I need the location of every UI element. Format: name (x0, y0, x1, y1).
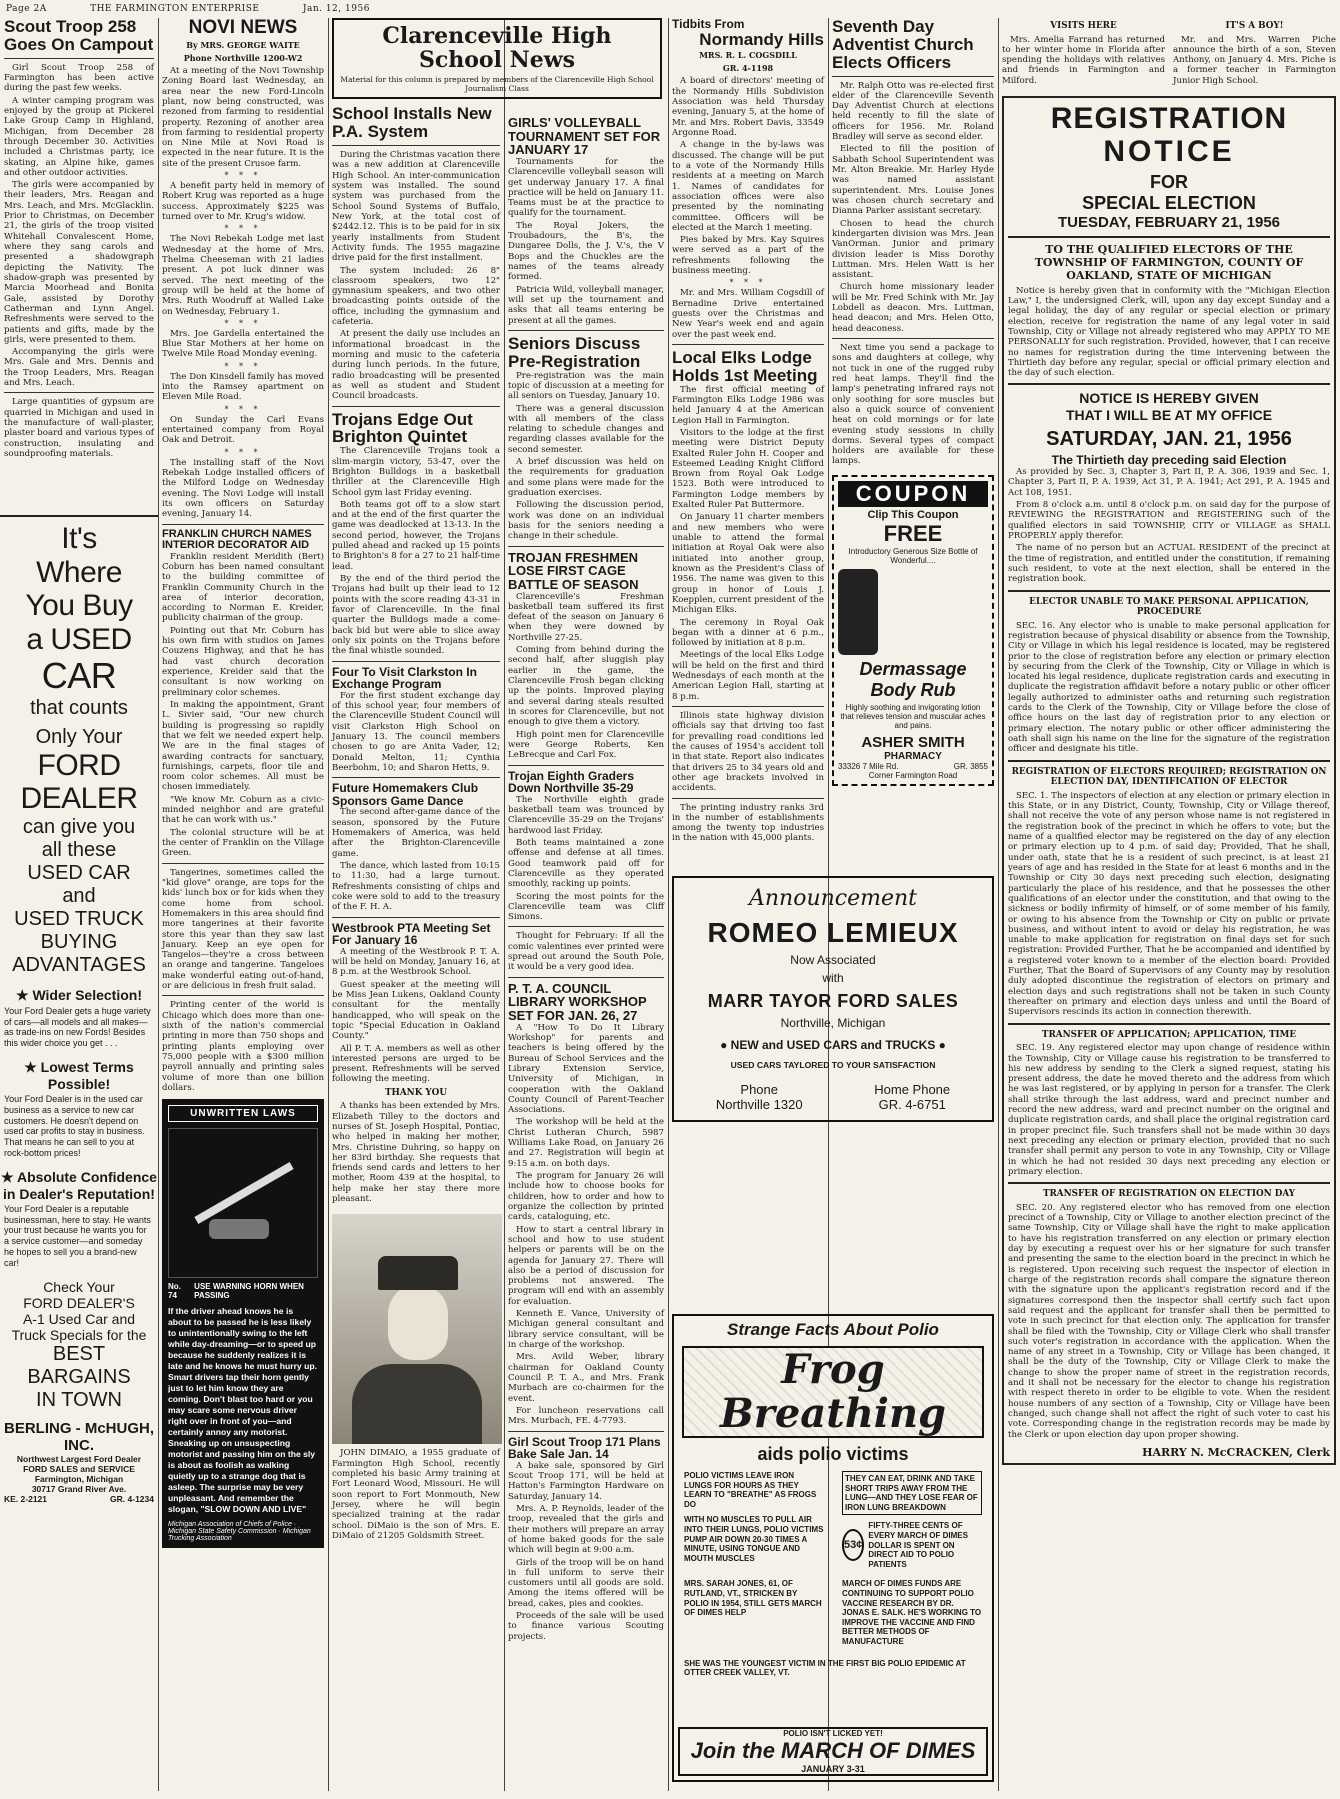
byline: By MRS. GEORGE WAITE (186, 39, 300, 50)
trojans-headline: Trojans Edge Out Brighton Quintet (332, 409, 473, 447)
legal-text: SEC. 19. Any registered elector may upon change of residence within the Township, City or Village cause his registration to be transferred to his new address by sending to the Clerk a signed request, stating his present address, the date he moved thereto and the address from which he was last registered, or by applying in person for a transfer. The Clerk shall strike through the last address, ward and precinct number and record the new address, ward and precinct number on the original and duplicate registration cards, and shall place the original registration card in proper precinct file. Such transfers shall not be made within 30 days next preceding any election or primary election, provided that no such transfer shall permit any person to vote in any Township, City or Village in which he had not resided 30 days next preceding any election or primary election. (1008, 1043, 1330, 1177)
ad-line: You Buy (25, 589, 133, 623)
clerk-signature: HARRY N. McCRACKEN, Clerk (1142, 1445, 1330, 1459)
home-phone-value: GR. 4-6751 (878, 1097, 946, 1112)
article-text: The workshop will be held at the Christ Lutheran Church, 5987 Williams Lake Road, on January 26 and 27. Registration will begin at 9:15 a.m. on both days. (508, 1117, 664, 1169)
legal-section-head: TRANSFER OF APPLICATION; APPLICATION, TIME (1041, 1029, 1297, 1040)
article-text: Girls of the troop will be on hand in full uniform to serve their customers until all goods are sold. Among the items offered will be bread, cakes, pies and cookies. (508, 1557, 664, 1609)
freshmen-headline: TROJAN FRESHMEN LOSE FIRST CAGE BATTLE OF SEASON (508, 549, 639, 592)
bottle-icon (838, 569, 878, 655)
school-news-header (332, 18, 662, 99)
article-text: A thanks has been extended by Mrs. Elizabeth Tilley to the doctors and nurses of St. Joseph Hospital, Pontiac, who helped in making her mother, Mrs. Christine Duhring, so happy on her 83rd birthday. She requests that friends send cards and letters to her mother, Room 439 at the hospital, to help make her stay there more pleasant. (332, 1101, 500, 1205)
ad-line: Where (36, 555, 122, 589)
legal-section-head: ELECTOR UNABLE TO MAKE PERSONAL APPLICATION, PROCEDURE (1029, 596, 1309, 618)
article-text: All P. T. A. members as well as other interested persons are urged to be present. Refreshments will be served following the meeting. (332, 1043, 500, 1085)
article-text: The program for January 26 will include how to choose books for children, how to order and how to organize the collection by printed cards, cataloguing, etc. (508, 1171, 664, 1223)
dealer-info: Farmington, Michigan (34, 1473, 124, 1484)
article-text: Proceeds of the sale will be used to finance various Scouting projects. (508, 1611, 664, 1642)
masthead (6, 4, 410, 14)
article-text: Mr. and Mrs. William Cogsdill of Bernadine Drive entertained guests over the Christmas and New Year's week end and again over the past week end. (672, 288, 824, 340)
announcement-kicker: Announcement (748, 886, 918, 911)
volleyball-headline: GIRLS' VOLLEYBALL TOURNAMENT SET FOR JANUARY 17 (508, 115, 661, 158)
clarkston-headline: Four To Visit Clarkston In Exchange Program (332, 664, 477, 692)
article-text: How to start a central library in school and how to use student helpers or parents will be on the agenda for January 27. There will also be a period of discussion for problems not answered. The program will end with an assembly for evaluation. (508, 1224, 664, 1307)
tidbits-kicker: Tidbits From (672, 17, 745, 31)
article-text: By the end of the third period the Trojans had built up their lead to 12 points with the score reading 43-31 in favor of Clarenceville. In the final quarter the Bulldogs made a come-back bid but were able to slice away only six points on the Trojans before the final whistle sounded. (332, 574, 500, 657)
soldier-photo (332, 1214, 502, 1444)
polio-badge: POLIO ISN'T LICKED YET! (783, 1729, 883, 1738)
byline-phone: Phone Northville 1200-W2 (183, 52, 303, 63)
laws-number: No. 74 (168, 1282, 181, 1301)
registration-notice (1002, 96, 1336, 1465)
dealer-phone: KE. 2-2121 (4, 1493, 47, 1504)
store-name: ASHER SMITH (861, 733, 965, 751)
thank-you-head: THANK YOU (384, 1087, 448, 1098)
legal-text: The name of no person but an ACTUAL RESIDENT of the precinct at the time of registration, and entitled under the constitution, if remaining such resident, to vote at the next election, shall be entered in the registration book. (1008, 543, 1330, 585)
ad-line: USED TRUCK (14, 907, 144, 930)
article-text: Visitors to the lodge at the first meeting were District Deputy Exalted Ruler John H. Cooper and Esteemed Leading Knight Clifford Brown from Royal Oak Lodge 1523. Both were introduced to Farmington Lodge members by Exalted Ruler Pat Buttermore. (672, 427, 824, 511)
article-text: Mrs. Joe Gardella entertained the Blue Star Mothers at her home on Twelve Mile Road Monday evening. (162, 328, 324, 360)
adventist-headline: Seventh Day Adventist Church Elects Officers (832, 17, 974, 72)
article-text: The system included: 26 8" classroom speakers, two 12" gymnasium speakers, and two other broadcasting points outside of the office, including the gymnasium and cafeteria. (332, 265, 500, 328)
ad-line: IN TOWN (36, 1388, 122, 1411)
product-desc: Highly soothing and invigorating lotion that relieves tension and muscular aches and pains. (840, 702, 986, 730)
ad-line: A-1 Used Car and (22, 1310, 136, 1327)
seniors-headline: Seniors Discuss Pre-Registration (508, 333, 641, 371)
polio-frog-banner: Frog Breathing (682, 1346, 984, 1438)
article-text: A "How To Do It Library Workshop" for parents and teachers is being offered by the Bureau of School Services and the Library Extension Service, University of Michigan, in cooperation with the Oakland County Council of Parent-Teacher Associations. (508, 1022, 664, 1116)
dealer-info: 30717 Grand River Ave. (31, 1483, 127, 1494)
coupon-intro: Introductory Generous Size Bottle of Wonderful.... (848, 546, 978, 565)
coupon-free: FREE (883, 520, 943, 546)
polio-caption: POLIO VICTIMS LEAVE IRON LUNGS FOR HOURS AS THEY LEARN TO "BREATHE" AS FROGS DO (684, 1471, 817, 1509)
ad-line: CAR (41, 655, 117, 697)
dealer-info: FORD SALES and SERVICE (23, 1463, 135, 1474)
byline-phone: GR. 4-1198 (722, 63, 774, 74)
article-text: Scoring the most points for the Clarenceville team was Cliff Simons. (508, 891, 664, 923)
article-text: The Clarenceville Trojans took a slim-margin victory, 53-47, over the Brighton Bulldogs in a basketball thriller at the Clarenceville High School gym last Friday evening. (332, 446, 500, 498)
legal-section-head: TRANSFER OF REGISTRATION ON ELECTION DAY (1042, 1189, 1296, 1200)
polio-caption: MARCH OF DIMES FUNDS ARE CONTINUING TO SUPPORT POLIO VACCINE RESEARCH BY DR. JONAS E. SALK. HE'S WORKING TO IMPROVE THE VACCINE AND FIND BETTER METHODS OF MANUFACTURE (842, 1579, 982, 1646)
article-text: Pre-registration was the main topic of discussion at a meeting for all seniors on Tuesday, January 10. (508, 370, 664, 402)
announcement-slogan: USED CARS TAYLORED TO YOUR SATISFACTION (730, 1060, 936, 1070)
filler-text: Thought for February: If all the comic valentines ever printed were spread out around the South Pole, it would be a very good idea. (508, 931, 664, 973)
article-text: For the first student exchange day of this school year, four members of the Clarenceville Student Council will visit Clarkston High School on January 13. The council members chosen to go are Anita Vader, 12; Donald Melton, 11; Cynthia Beerbohm, 10; and Sharon Hetts, 9. (332, 690, 500, 773)
article-text: There was a general discussion with all members of the class relating to schedule changes and regarding classes available for the second semester. (508, 403, 664, 455)
article-text: A meeting of the Westbrook P. T. A. will be held on Monday, January 16, at 8 p.m. at the Westbrook School. (332, 946, 500, 978)
paper-name: THE FARMINGTON ENTERPRISE (90, 4, 260, 14)
notice-date: SATURDAY, JAN. 21, 1956 (1046, 428, 1292, 451)
legal-text: SEC. 20. Any registered elector who has removed from one election precinct of a Township, City or Village to another election precinct of the same Township, City or Village shall have the right to make application to have his registration transferred on any election or primary election day by executing a request over his or her signature for such transfer and presenting the same to the election board in the precinct in which he is registered. Upon receiving such request the inspector of election in charge of the registration records shall compare the signature thereon with the signature upon the applicant's registration record and if the signatures correspond then the inspector shall certify such fact upon said request and the applicant for transfer shall then be permitted to vote in such precinct for that election only. The application for transfer shall be filed with the Township, City or Village Clerk who shall transfer such voter's registration in accordance with the application. When the name of any street in a Township, City or Village has been changed, it shall be the duty of the Township, City or Village Clerk to make the change to show the proper name of street in the registration records, and it shall not be necessary for the elector to change his registration with respect thereto in order to be eligible to vote. When the resident house numbers of any section of a Township, City or Village have been changed, such change shall not affect the right of such voter to cast his vote. Corresponding change in the registration records may be made by the Clerk or upon election day upon proper showing. (1008, 1202, 1330, 1440)
article-text: "We know Mr. Coburn as a civic-minded neighbor and are grateful that he can work with us." (162, 794, 324, 826)
notice-line: NOTICE IS HEREBY GIVEN (1079, 390, 1259, 407)
article-text: Meetings of the local Elks Lodge will be held on the first and third Wednesdays of each month at the American Legion Hall, starting at 8 p.m. (672, 650, 824, 702)
article-text: The Novi Rebekah Lodge met last Wednesday at the home of Mrs. Thelma Cheeseman with 21 ladies present. A pot luck dinner was served. The next meeting of the group will be held at the home of Mrs. Ruth Woodruff at Walled Lake on Wednesday, February 1. (162, 234, 324, 317)
byline: MRS. R. L. COGSDILL (699, 50, 797, 61)
article-text: Pointing out that Mr. Coburn has his own firm with studios on James Couzens Highway, and that he has had vast church decoration experience, Kreider said that the consultant is now working on preliminary color schemes. (162, 625, 324, 698)
article-text: Both teams maintained a zone offense and defense at all times. Good teamwork paid off for Clarenceville as they operated smoothly, racking up points. (508, 837, 664, 890)
filler-text: The printing industry ranks 3rd in the number of establishments among the twenty top industries in the nation with 45,000 plants. (672, 802, 824, 844)
ad-line: BEST BARGAINS (27, 1342, 131, 1388)
article-text: Tournaments for the Clarenceville volleyball season will get underway January 17. A final practice will be held on January 11. Teams must be at the practice to qualify for the tournament. (508, 156, 664, 219)
article-text: Clarenceville's Freshman basketball team suffered its first defeat of the season on January 6 when they were downed by Northville 27-25. (508, 591, 664, 643)
used-car-ad (0, 510, 158, 1790)
dealer-info: Northwest Largest Ford Dealer (16, 1453, 142, 1464)
issue-date: Jan. 12, 1956 (302, 4, 370, 14)
franklin-headline: FRANKLIN CHURCH NAMES INTERIOR DECORATOR AID (162, 527, 312, 552)
article-text: The installing staff of the Novi Rebekah Lodge installed officers of the Milford Lodge on Wednesday evening. The Novi Lodge will install its own officers on Saturday evening, January 14. (162, 457, 324, 520)
article-text: High point men for Clarenceville were George Roberts, Ken LeBrecque and Carl Fox. (508, 729, 664, 761)
eighth-grade-headline: Trojan Eighth Graders Down Northville 35-29 (508, 768, 635, 796)
reg-title: REGISTRATION (1050, 102, 1288, 136)
school-news-desc: Material for this column is prepared by members of the Clarenceville High School Journalism Class (340, 75, 654, 94)
article-text: The first official meeting of Farmington Elks Lodge 1986 was held January 4 at the American Legion Hall in Farmington. (672, 384, 824, 426)
article-text: Accompanying the girls were Mrs. Gale and Mrs. Dennis and the Troop Leaders, Mrs. Reagan and Mrs. Leach. (4, 347, 154, 389)
polio-ad (672, 1314, 994, 1782)
column-6 (832, 18, 994, 868)
article-text: Franklin resident Meridith (Bert) Coburn has been named consultant to the building committee of Franklin Community Church in the area of interior decoration, according to Norman E. Kreider, publicity chairman of the group. (162, 551, 324, 624)
photo-caption: JOHN DIMAIO, a 1955 graduate of Farmington High School, recently completed his basic Army training at Fort Leonard Wood, Missouri. He will soon report to Fort Monmouth, New Jersey, where he will begin specialized training at the radar school. DiMaio is the son of Mrs. E. DiMaio of 21205 Goldsmith Street. (332, 1448, 500, 1541)
scout-headline: Scout Troop 258 Goes On Campout (4, 17, 154, 54)
polio-caption: FIFTY-THREE CENTS OF EVERY MARCH OF DIMES DOLLAR IS SPENT ON DIRECT AID TO POLIO PATIENTS (868, 1521, 968, 1569)
legal-text: SEC. 1. The inspectors of election at any election or primary election in this State, or in any District, County, Township, City or Village thereof, shall not receive the vote of any person whose name is not registered in the registration book of the precinct in which he offers to vote; but the name of a qualified elector may be registered on the day of any election or primary election up to 4 p.m. of said day; Provided, That he shall, under oath, state that he is a resident of such precinct, is at least 21 years of age and has resided in the State for at least 6 months and in the Township or City 30 days next preceding such election, designating particularly the place of his residence, and that he possesses the other qualifications of an elector under the constitution, and that owing to the sickness or bodily infirmity of himself, or of some member of his family, or owing to his absence from the Township or City on public or private business, and without intent to avoid or delay his registration, he was unable to make application for registration on final days set for such registration: Provided Further, That he be accompanied and identified by a registered voter known to a member of the election board: Provided Further, That the Board of Supervisors of any County may by resolution duly adopted discontinue the registration of electors on primary and election days and such registrations shall not be taken in such County thereafter on primary and election days unless and until the Board of Supervisors rescinds its action in connection therewith. (1008, 790, 1330, 1018)
article-text: The ceremony in Royal Oak began with a dinner at 6 p.m., followed by initiation at 8 p.m. (672, 617, 824, 649)
phone-value: Northville 1320 (715, 1097, 803, 1112)
legal-text: SEC. 16. Any elector who is unable to make personal application for registration because of physical disability or absence from the Township, City or Village in which his legal residence is located, may be registered prior to the close of registration before any election or primary election by securing from the Clerk of the Township, City or Village in which is located his legal residence, duplicate registration cards and executing in duplicate the registration affidavit before a notary public or other officer legally authorized to administer oaths and returning such registration cards to the Clerk of the Township, City or Village before the close of office hours on the last day of registration prior to any election or primary election. The notary public or other officer administering the oath shall sign his name on the line for the signature of the registration officer and designate his title. (1008, 620, 1330, 755)
ad-line: Check Your (43, 1278, 115, 1295)
article-text: During the Christmas vacation there was a new addition at Clarenceville High School. An inter-communication system was installed. The sound system was purchased from the School Sound Systems of Buffalo, New York, at the total cost of $2442.12. This is to be paid for in six yearly installments from Student Activity funds. The 1955 magazine drive paid for the first installment. (332, 150, 500, 264)
article-text: Patricia Wild, volleyball manager, will set up the tournament and asks that all teams entering be present at all the games. (508, 284, 664, 326)
notice-line: THAT I WILL BE AT MY OFFICE (1065, 407, 1273, 424)
article-text: Elected to fill the position of Sabbath School Superintendent was Mr. Alton Breakie. Mr. Harley Hyde was named assistant superintendent. Mrs. Louise Jones was chosen church secretary and Dianna Parker assistant secretary. (832, 144, 994, 217)
campaign-dates: JANUARY 3-31 (801, 1764, 865, 1774)
article-text: Both teams got off to a slow start and at the end of the first quarter the game was deadlocked at 13-13. In the second period, however, the Trojans pulled ahead and racked up 15 points to Brighton's 8 for a 27 to 21 half-time lead. (332, 499, 500, 572)
laws-subtitle: USE WARNING HORN WHEN PASSING (194, 1282, 304, 1301)
elks-headline: Local Elks Lodge Holds 1st Meeting (672, 347, 818, 385)
article-text: Girl Scout Troop 258 of Farmington has been active during the past few weeks. (4, 62, 154, 94)
article-text: Mr. and Mrs. Warren Piche announce the birth of a son, Steven Anthony, on January 4. Mrs. Piche is a former teacher in Farmington Junior High School. (1173, 34, 1336, 86)
ad-line: Truck Specials for the (11, 1326, 147, 1343)
polio-caption: MRS. SARAH JONES, 61, OF RUTLAND, VT., STRICKEN BY POLIO IN 1954, STILL GETS MARCH OF DIMES HELP (684, 1579, 822, 1618)
polio-subtitle: aids polio victims (757, 1444, 909, 1464)
article-text: A bake sale, sponsored by Girl Scout Troop 171, will be held at Hatton's Farmington Hardware on Saturday, January 14. (508, 1460, 664, 1502)
column-2: NOVI NEWS By MRS. GEORGE WAITE Phone Northville 1200-W2 At a meeting of the Novi Township Zoning Board last Wednesday, an area near the new Ford-Lincoln plant, now being constructed, was rezoned from farming to residential property. Rezoning of another area from farming to residential property on Nine Mile at Novi Road is expected in the near future. It is the site of the present Crusoe farm. * * * A benefit party held in memory of Robert Krug was reported as a huge success. Approximately $225 was turned over to Mr. Krug's widow. * * * The Novi Rebekah Lodge met last Wednesday at the home of Mrs. Thelma Cheeseman with 21 ladies present. A pot luck dinner was served. The next meeting of the group will be held at the home of Mrs. Ruth Woodruff at Walled Lake on Wednesday, February 1. * * * Mrs. Joe Gardella entertained the Blue Star Mothers at her home on Twelve Mile Road Monday evening. * * * The Don Kinsdell family has moved into the Ramsey apartment on Eleven Mile Road. * * * On Sunday the Carl Evans entertained company from Royal Oak and Detroit. * * * The installing staff of the Novi Rebekah Lodge installed officers of the Milford Lodge on Wednesday evening. The Novi Lodge will install its own officers on Saturday evening, January 14. FRANKLIN CHURCH NAMES INTERIOR DECORATOR AID Franklin resident Meridith (Bert) Coburn has been named consultant to the building committee of Franklin Community Church in the area of interior decoration, according to Norman E. Kreider, publicity chairman of the group. Pointing out that Mr. Coburn has his own firm with studios on James Couzens Highway, and that he has had vast church decoration experience, Kreider said that the consultant is now working on preliminary color schemes. In making the appointment, Grant L. Sivier said, "Our new church building is progressing so rapidly that we felt we needed expert help. We are in the final stages of awarding contracts for sanctuary, furnishings, carpets, floor tile and room color schemes. All must be chosen immediately. "We know Mr. Coburn as a civic-minded neighbor and are grateful that he can work with us." The colonial structure will be at the center of Franklin on the Village Green. Tangerines, sometimes called the "kid glove" orange, are tops for the kids' lunch box or for kids when they come home from school. Homemakers in this area should find more tangerines at their favorite store this year than they saw last January. Keep an eye open for Tangelos—they're a cross between an orange and tangerine. Tangeloes make wonderful eating out-of-hand, or are delicious in fresh fruit salad. Printing center of the world is Chicago which does more than one-sixth of the nation's commercial printing in more than 750 shops and printing plants employing over 75,000 people with a $300 million payroll annually and printing sales volume of more than one billion dollars. UNWRITTEN LAWS No. 74 USE WARNING HORN WHEN PASSING If the driver ahead knows he is about to be passed he is less likely to unintentionally swing to the left while day-dreaming—or to speed up because he suddenly realizes it is late and he knows he must hurry up. Smart drivers tap their horn gently just to let him know they are coming. Don't blast too hard or you may scare some nervous driver right over in front of you—and certainly annoy any motorist. Sneaking up on unsuspecting motorist and passing him on the sly is about as foolish as walking quietly up to a strange dog that is asleep. The surprise may be very unpleasant. And remember the slogan, "SLOW DOWN AND LIVE" Michigan Association of Chiefs of Police · Michigan State Safety Commission · Michigan Trucking Association (162, 18, 324, 1788)
legal-text: Notice is hereby given that in conformity with the "Michigan Election Law," I, the undersigned Clerk, will, upon any day except Sunday and a legal holiday, the day of any regular or special election or primary election, receive for registration the name of any legal voter in said Township, City or Village not already registered who may APPLY TO ME PERSONALLY for such registration. Provided, however, that I can receive no names for registration during the time intervening between the Thirtieth day before any regular, special or official primary election and the day of such election. (1008, 285, 1330, 379)
article-text: A winter camping program was enjoyed by the group at Pickerel Lake Group Camp in Highland, Michigan, from December 28 through December 30. Activities included a Christmas party, ice skating, an Alpine hike, games and other outdoor activities. (4, 95, 154, 178)
reg-date: TUESDAY, FEBRUARY 21, 1956 (1057, 214, 1281, 232)
announcement-line: with (822, 971, 844, 985)
boy-head: IT'S A BOY! (1225, 21, 1284, 31)
dealer-phone: GR. 4-1234 (110, 1493, 154, 1504)
coupon-ad (832, 475, 994, 786)
article-text: A brief discussion was held on the requirements for graduation and some plans were made for the graduation exercises. (508, 457, 664, 499)
article-text: Coming from behind during the second half, after sluggish play earlier in the game, the Clarenceville Frosh began clicking up the points. Improved playing and several daring steals resulted in scores for Clarenceville, but not enough to give them a victory. (508, 645, 664, 728)
article-text: The dance, which lasted from 10:15 to 11:30, had a large turnout. Refreshments consisting of chips and coke were sold to add to the treasury of the F. H. A. (332, 860, 500, 913)
ad-point-text: Your Ford Dealer is a reputable businessman, here to stay. He wants your trust because he wants you for a service customer—and someday he hopes to sell you a brand-new car! (4, 1203, 151, 1268)
article-text: The girls were accompanied by their leaders, Mrs. Reagan and Mrs. Leach, and Mrs. McGlacklin. Prior to Christmas, on December 21, the girls of the troop visited Whitehall Convalescent Home, where they sang carols and presented a shadowgraph depicting the Nativity. The shadow-graph was presented by Marcia Moorhead and Bonita Gale, assisted by Dorothy Catherman and Lynn Angel. Refreshments were served to the patients and gifts, made by the girls, were presented to them. (4, 180, 154, 345)
article-text: Guest speaker at the meeting will be Miss Jean Lukens, Oakland County consultant for the mentally handicapped, who will speak on the topic "Special Education in Oakland County." (332, 979, 500, 1042)
pta-council-headline: P. T. A. COUNCIL LIBRARY WORKSHOP SET FOR JAN. 26, 27 (508, 980, 647, 1023)
normandy-headline: Normandy Hills (699, 29, 824, 49)
filler-text: Illinois state highway division officials say that driving too fast for prevailing road conditions led the causes of 1954's accident toll in that state. Report also indicates that drivers 25 to 34 years old and other age brackets involved in accidents. (672, 711, 824, 794)
store-corner: Corner Farmington Road (868, 770, 958, 780)
page-number: Page 2A (6, 4, 47, 14)
article-text: The Don Kinsdell family has moved into the Ramsey apartment on Eleven Mile Road. (162, 371, 324, 403)
school-news-title: Clarenceville High School News (382, 23, 612, 74)
article-text: The Royal Jokers, the Troubadours, the B's, the Dungaree Dolls, the J. V.'s, the V Bops and the Chuckles are the names of the teams already formed. (508, 220, 664, 283)
laws-sponsors: Michigan Association of Chiefs of Police · Michigan State Safety Commission · Michigan Trucking Association (168, 1521, 311, 1543)
ad-point-head: ★ Wider Selection! (15, 986, 142, 1003)
laws-body: If the driver ahead knows he is about to be passed he is less likely to unintentionally swing to the left while day-dreaming—or to speed up because he suddenly realizes it is late and he knows he must hurry up. Smart drivers tap their horn gently just to let him know they are coming. Don't blast too hard or you may scare some nervous driver right over in front of you—and certainly annoy any motorist. Sneaking up on unsuspecting motorist and passing him on the sly is about as foolish as walking quietly up to a strange dog that is asleep. The surprise may be very unpleasant. And remember the slogan, "SLOW DOWN AND LIVE" (168, 1306, 317, 1515)
ad-line: USED CAR (27, 861, 131, 884)
article-text: Church home missionary leader will be Mr. Fred Schink with Mr. Jay Lobdell as deacon. Mrs. Luttman, head deacon; and Mrs. Helen Otto, head deaconess. (832, 282, 994, 334)
ad-line: FORD (37, 748, 121, 782)
reg-title: NOTICE (1103, 135, 1235, 169)
phone-label: Phone (740, 1082, 778, 1097)
ad-line: all these (41, 838, 117, 861)
article-text: On Sunday the Carl Evans entertained company from Royal Oak and Detroit. (162, 414, 324, 446)
article-text: Chosen to head the church kindergarten division was Mrs. Jean VanOrman. Junior and primary division leader is Miss Dorothy Luttman. Mrs. Helen Watt is her assistant. (832, 218, 994, 281)
pa-headline: School Installs New P.A. System (332, 104, 492, 142)
store-phone: GR. 3855 (953, 761, 988, 771)
reg-addressee: TO THE QUALIFIED ELECTORS OF THE TOWNSHIP OF FARMINGTON, COUNTY OF OAKLAND, STATE OF MICHIGAN (1034, 243, 1304, 283)
legal-text: As provided by Sec. 3, Chapter 3, Part II, P. A. 306, 1939 and Sec. 1, Chapter 3, Part II, P. A. 1939, Act 31, P. A. 1941; Act 291, P. A. 1945 and Act 108, 1951. (1008, 467, 1330, 498)
notice-line: The Thirtieth day preceding said Election (1051, 453, 1287, 468)
ad-line: ADVANTAGES (12, 953, 146, 976)
article-text: Pies baked by Mrs. Kay Squires were served as a part of the refreshments following the business meeting. (672, 235, 824, 277)
reg-election: SPECIAL ELECTION (1082, 193, 1256, 214)
ad-line: FORD DEALER'S (23, 1294, 135, 1311)
polio-title: Strange Facts About Polio (727, 1320, 939, 1339)
westbrook-headline: Westbrook PTA Meeting Set For January 16 (332, 920, 491, 948)
column-1 (4, 18, 154, 518)
ad-line: can give you (22, 815, 136, 838)
store-type: PHARMACY (884, 750, 942, 762)
legal-section-head: REGISTRATION OF ELECTORS REQUIRED; REGISTRATION ON ELECTION DAY, IDENTIFICATION OF ELECTOR (1011, 766, 1327, 788)
article-text: The second after-game dance of the season, sponsored by the Future Homemakers of America, was held after the Brighton-Clarenceville game. (332, 807, 500, 859)
reg-for: FOR (1150, 172, 1188, 193)
polio-caption: THEY CAN EAT, DRINK AND TAKE SHORT TRIPS AWAY FROM THE LUNG—AND THEY LOSE FEAR OF IRON LUNG BREAKDOWN (842, 1471, 982, 1515)
polio-caption: WITH NO MUSCLES TO PULL AIR INTO THEIR LUNGS, POLIO VICTIMS PUMP AIR DOWN 20-30 TIMES A MINUTE, USING TONGUE AND MOUTH MUSCLES (684, 1515, 824, 1563)
coupon-title: COUPON (838, 481, 988, 507)
ad-line: that counts (30, 696, 128, 719)
ad-line: It's (61, 522, 97, 555)
ad-line: Only Your (35, 725, 123, 748)
march-of-dimes-banner: POLIO ISN'T LICKED YET! Join the MARCH OF DIMES JANUARY 3-31 (678, 1727, 988, 1776)
filler-text: Printing center of the world is Chicago which does more than one-sixth of the nation's commercial printing in more than 750 shops and printing plants employing over 75,000 people with a $300 million payroll annually and printing sales volume of more than one billion dollars. (162, 1000, 324, 1093)
article-text: At present the daily use includes an informational broadcast in the morning and music to the cafeteria during lunch periods. In the future, radio broadcasting will be presented as well as student and Student Council broadcasts. (332, 329, 500, 402)
ad-line: and (62, 884, 96, 907)
legal-text: From 8 o'clock a.m. until 8 o'clock p.m. on said day for the purpose of REVIEWING the REGISTRATION and REGISTERING such of the qualified electors in said TOWNSHIP, CITY or VILLAGE as SHALL PROPERLY apply therefor. (1008, 500, 1330, 541)
filler-text: Next time you send a package to sons and daughters at college, why not tuck in one of the rugged ruby red heat lamps. They'll find the lamp's penetrating infrared rays not only soothing for sore muscles but also a quick source of convenient heat on cold mornings or for late evening study sessions in chilly dorms. Several types of compact holders are available for these lamps. (832, 343, 994, 467)
product-name: Dermassage (859, 658, 967, 679)
announcement-cars: ● NEW and USED CARS and TRUCKS ● (720, 1038, 946, 1052)
article-text: In making the appointment, Grant L. Sivier said, "Our new church building is progressing so rapidly that we felt we needed expert help. We are in the final stages of awarding contracts for sanctuary, furnishings, carpets, floor tile and room color schemes. All must be chosen immediately. (162, 699, 324, 793)
article-text: Mrs. A. P. Reynolds, leader of the troop, revealed that the girls and their mothers will prepare an array of home baked goods for the sale which will begin at 9:00 a.m. (508, 1503, 664, 1556)
ad-point-text: Your Ford Dealer gets a huge variety of cars—all models and all makes—as trade-ins on new Fords! Besides this wider choice you get . . . (4, 1005, 151, 1049)
column-4 (508, 116, 664, 1788)
fha-headline: Future Homemakers Club Sponsors Game Dance (332, 781, 479, 808)
home-phone-label: Home Phone (874, 1082, 951, 1097)
article-text: A benefit party held in memory of Robert Krug was reported as a huge success. Approximately $225 was turned over to Mr. Krug's widow. (162, 181, 324, 222)
product-name: Body Rub (870, 679, 956, 700)
article-text: Following the discussion period, work was done on an individual basis for the seniors needing a change in their schedule. (508, 500, 664, 542)
article-text: On January 11 charter members and new members who were unable to attend the formal initiation at Royal Oak were also initiated into another group, known as the President's Class of 1956. The name was given to this group in honor of Louis J. Koepplen, current president of the Michigan Elks. (672, 512, 824, 616)
visits-head: VISITS HERE (1050, 21, 1117, 31)
article-text: The Northville eighth grade basketball team was trounced by Clarenceville 35-29 on the Trojans' hardwood last Friday. (508, 794, 664, 836)
dealer-name: BERLING - McHUGH, INC. (4, 1419, 154, 1454)
article-text: The colonial structure will be at the center of Franklin on the Village Green. (162, 827, 324, 859)
article-text: Mrs. Amelia Farrand has returned to her winter home in Florida after spending the holidays with relatives and friends in Farmington and Milford. (1002, 34, 1165, 86)
article-text: For luncheon reservations call Mrs. Murbach, FE. 4-7793. (508, 1405, 664, 1427)
laws-title: UNWRITTEN LAWS (168, 1105, 318, 1122)
announcement-company: MARR TAYOR FORD SALES (707, 991, 959, 1011)
announcement-ad (672, 876, 994, 1122)
girl-scout-headline: Girl Scout Troop 171 Plans Bake Sale Jan. 14 (508, 1434, 661, 1462)
ad-line: BUYING (40, 930, 118, 953)
article-text: Kenneth E. Vance, University of Michigan general consultant and library service consultant, will be in charge of the workshop. (508, 1309, 664, 1351)
novi-headline: NOVI NEWS (188, 17, 298, 38)
column-7 (1002, 18, 1336, 1790)
announcement-city: Northville, Michigan (780, 1016, 886, 1030)
filler-text: Large quantities of gypsum are quarried in Michigan and used in the manufacture of wall-plaster, plaster board and various types of construction, insulating and soundproofing materials. (4, 397, 154, 459)
article-text: Mr. Ralph Otto was re-elected first elder of the Clarenceville Seventh Day Adventist Church at elections held recently to fill the slate of officers for 1956. Mr. Roland Bradley will serve as second elder. (832, 80, 994, 143)
article-text: A change in the by-laws was discussed. The change will be put to a vote of the Normandy Hills residents at a meeting on March 1. Names of candidates for association offices were also presented by the nominating committee. Officers will be elected at the March 1 meeting. (672, 140, 824, 233)
coupon-clip: Clip This Coupon (867, 508, 959, 521)
ad-point-head: ★ Absolute Confidence in Dealer's Reputation! (1, 1168, 157, 1202)
filler-text: Tangerines, sometimes called the "kid glove" orange, are tops for the kids' lunch box or for kids when they come home from school. Homemakers in this area should find more tangerines at their favorite store this year than they saw last January. Keep an eye open for Tangelos—they're a cross between an orange and tangerine. Tangeloes make wonderful eating out-of-hand, or are delicious in fresh fruit salad. (162, 867, 324, 992)
polio-caption: SHE WAS THE YOUNGEST VICTIM IN THE FIRST BIG POLIO EPIDEMIC AT OTTER CREEK VALLEY, VT. (684, 1658, 966, 1678)
ad-point-head: ★ Lowest Terms Possible! (24, 1059, 134, 1093)
article-text: A board of directors' meeting of the Normandy Hills Subdivision Association was held Thursday evening, January 5, at the home of Mr. and Mrs. Robert Davis, 33549 Argonne Road. (672, 76, 824, 138)
article-text: Mrs. Avild Weber, library chairman for Oakland County Council P. T. A., and Mrs. Frank Murbach are co-chairmen for the event. (508, 1352, 664, 1404)
coin-icon: 53¢ (842, 1529, 864, 1561)
ad-line: DEALER (20, 782, 138, 816)
announcement-line: Now Associated (790, 953, 876, 967)
ad-line: a USED (26, 622, 132, 656)
unwritten-laws-ad (162, 1099, 324, 1548)
ad-point-text: Your Ford Dealer is in the used car business as a service to new car customers. He doesn't depend on used car profits to stay in business. That means he can sell to you at rock-bottom prices! (4, 1094, 145, 1159)
announcement-name: ROMEO LEMIEUX (707, 917, 959, 948)
store-address: 33326 7 Mile Rd. (838, 761, 899, 771)
column-5: Tidbits From Normandy Hills MRS. R. L. COGSDILL GR. 4-1198 A board of directors' meeting of the Normandy Hills Subdivision Association was held Thursday evening, January 5, at the home of Mr. and Mrs. Robert Davis, 33549 Argonne Road. A change in the by-laws was discussed. The change will be put to a vote of the Normandy Hills residents at a meeting on March 1. Names of candidates for association offices were also presented by the nominating committee. Officers will be elected at the March 1 meeting. Pies baked by Mrs. Kay Squires were served as a part of the refreshments following the business meeting. * * * Mr. and Mrs. William Cogsdill of Bernadine Drive entertained guests over the Christmas and New Year's week end and again over the past week end. Local Elks Lodge Holds 1st Meeting The first official meeting of Farmington Elks Lodge 1986 was held January 4 at the American Legion Hall in Farmington. Visitors to the lodge at the first meeting were District Deputy Exalted Ruler John H. Cooper and Esteemed Leading Knight Clifford Brown from Royal Oak Lodge 1523. Both were introduced to Farmington Lodge members by Exalted Ruler Pat Buttermore. On January 11 charter members and new members who were unable to attend the formal initiation at Royal Oak were also initiated into another group, known as the President's Class of 1956. The name was given to this group in honor of Louis J. Koepplen, current president of the Michigan Elks. The ceremony in Royal Oak began with a dinner at 6 p.m., followed by initiation at 8 p.m. Meetings of the local Elks Lodge will be held on the first and third Wednesdays of each month at the American Legion Hall, starting at 8 p.m. Illinois state highway division officials say that driving too fast for prevailing road conditions led the causes of 1954's accident toll in that state. Report also indicates that drivers 25 to 34 years old and other age brackets involved in accidents. The printing industry ranks 3rd in the number of establishments among the twenty top industries in the nation with 45,000 plants. (672, 17, 824, 844)
article-text: At a meeting of the Novi Township Zoning Board last Wednesday, an area near the new Ford-Lincoln plant, now being constructed, was rezoned from farming to residential property. Rezoning of another area from farming to residential property on Nine Mile at Novi Road is expected in the near future. It is the site of the present Crusoe farm. (162, 65, 324, 169)
